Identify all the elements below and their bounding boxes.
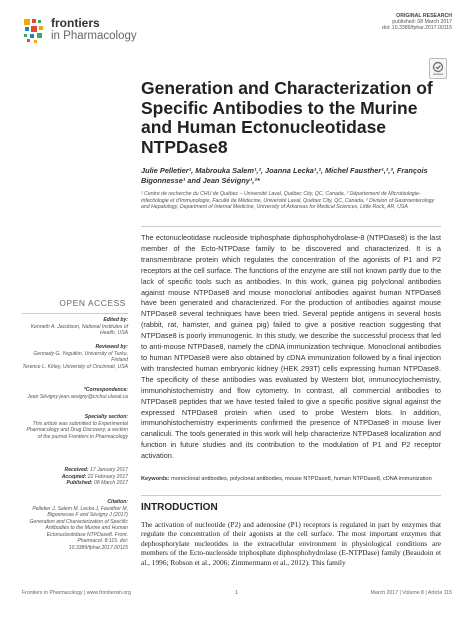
citation-label: Citation: <box>107 499 128 505</box>
correspondence-label: *Correspondence: <box>83 387 128 393</box>
journal-logo <box>22 16 172 46</box>
published-date: published: 08 March 2017 <box>392 19 452 26</box>
reviewer-1: Gennady G. Yegutkin, University of Turku, Finland <box>33 350 128 363</box>
specialty-section <box>22 414 128 440</box>
received-label: Received: <box>64 467 89 473</box>
footer-volume: March 2017 | Volume 8 | Article 115 <box>370 590 452 596</box>
reviewer-2: Terence L. Kirley, University of Cincinnati, USA <box>22 363 128 370</box>
page-number: 1 <box>235 590 238 596</box>
accepted-date: 22 February 2017 <box>87 473 128 480</box>
correspondence-text[interactable]: Jean Sévigny jean.sevigny@crchul.ulaval.ca <box>27 393 128 400</box>
author-list: Julie Pelletier¹, Mabrouka Salem¹,², Joanna Lecka¹,², Michel Fausther¹,²,³, François Bigonnesse¹ and Jean Sévigny¹,²* <box>141 166 428 185</box>
received-date: 17 January 2017 <box>90 467 128 473</box>
frontiers-logo-icon <box>22 18 46 44</box>
reviewed-by-label: Reviewed by: <box>95 344 128 350</box>
reviewed-by <box>22 344 128 370</box>
specialty-text: This article was submitted to Experimental Pharmacology and Drug Discovery, a section of the journal Frontiers in Pharmacology <box>26 420 128 440</box>
sidebar-divider <box>22 313 128 314</box>
open-access-block <box>22 298 126 308</box>
article-doi[interactable]: doi: 10.3389/fphar.2017.00115 <box>382 25 452 32</box>
specialty-label: Specialty section: <box>84 414 128 420</box>
published-label: Published: <box>66 480 93 486</box>
article-dates <box>22 467 128 487</box>
keywords-label: Keywords: <box>141 476 170 482</box>
section-heading-introduction: INTRODUCTION <box>141 502 218 513</box>
page-footer <box>22 590 452 599</box>
keywords <box>141 476 441 484</box>
article-type: ORIGINAL RESEARCH <box>396 13 452 19</box>
correspondence <box>22 387 128 400</box>
editor-name: Kenneth A. Jacobson, National Institutes of Health, USA <box>30 323 128 336</box>
edited-by-label: Edited by: <box>103 317 128 323</box>
accepted-label: Accepted: <box>61 473 87 480</box>
journal-name: in Pharmacology <box>51 30 137 42</box>
journal-brand-name: frontiers <box>51 16 100 30</box>
check-for-updates-icon[interactable] <box>429 58 447 79</box>
abstract: The ectonucleotidase nucleoside triphosphate diphosphohydrolase-8 (NTPDase8) is the last member of the Ecto-NTPDase family to be discovered and characterized. It is a transmembrane protein which regulates the concentration of the agonists of P1 and P2 receptors at the cell surface. The functions of the enzyme are still not known partly due to the lack of specific tools such as antibodies. In this work, guinea pig polyclonal antibodies against mouse NTPDase8 and mouse monoclonal antibodies against human NTPDase8 have been generated and characterized. For the production of antibodies against mouse NTPDase8 several techniques have been tried. Several peptide antigens in several hosts (rabbit, rat, hamster, and guinea pig) failed to give a positive reaction suggesting that NTPDase8 is poorly immunogenic. In this study, we describe the successful process that led to anti-mouse NTPDase8, namely the cDNA immunization technique. Monoclonal antibodies to human NTPDase8 were also obtained by cDNA immunization followed by a final injection with transfected human embryonic kidney (HEK 293T) cells expressing human NTPDase8. The specificity of these antibodies was evaluated by Western blot, immunocytochemistry, immunohistochemistry and flow cytometry. In contrast, all commercial antibodies to NTPDase8 peptides that we have tested failed to give a specific positive signal against the expressed NTPDase8 protein when used to probe Western blots. In addition, immunohistochemistry experiments confirmed the presence of NTPDase8 in mouse liver canaliculi. The tools generated in this work will help characterize NTPDase8 localization and function in future studies and its contribution to the modulation of P1 and P2 receptor activation. <box>141 233 442 461</box>
citation-text: Pelletier J, Salem M, Lecka J, Fausther M, Bigonnesse F and Sévigny J (2017) Generation and Characterization of Specific Antibodies to the Murine and Human Ectonucleotidase NTPDase8. Front. Pharmacol. 8:115. doi: 10.3389/fphar.2017.00115 <box>29 505 128 551</box>
citation <box>22 499 128 551</box>
footer-journal[interactable]: Frontiers in Pharmacology | www.frontiersin.org <box>22 590 131 596</box>
article-title: Generation and Characterization of Specific Antibodies to the Murine and Human Ectonucleotidase NTPDase8 <box>141 78 433 157</box>
introduction-text: The activation of nucleotide (P2) and adenosine (P1) receptors is regulated in part by enzymes that regulate the concentration of their agonists at the cell surface. The most important enzymes that dephosphorylate nucleotides in the extracellular environment in physiological conditions are members of the Ecto-nucleoside triphosphate diphosphohydrolase (E-NTPDase) family (Beaudoin et al., 1996; Robson et al., 2006; Zimmermann et al., 2012). This family <box>141 520 441 567</box>
affiliations: ¹ Centre de recherche du CHU de Québec – Université Laval, Québec City, QC, Canada, ² Département de Microbiologie-Infectiologie et d'Immunologie, Faculté de Médecine, Université Laval, Québec City, QC, Canada, ³ Division of Gastroenterology and Hepatology, Department of Internal Medicine, University of Arkansas for Medical Sciences, Little Rock, AR, USA <box>141 191 435 211</box>
title-divider <box>141 226 441 227</box>
keywords-divider <box>141 495 441 496</box>
article-header-info <box>262 13 452 32</box>
edited-by <box>22 317 128 337</box>
sidebar-published-date: 08 March 2017 <box>94 480 128 486</box>
keywords-text: monoclonal antibodies, polyclonal antibodies, mouse NTPDase8, human NTPDase8, cDNA immunization <box>171 476 432 482</box>
open-access-label: OPEN ACCESS <box>59 298 126 308</box>
